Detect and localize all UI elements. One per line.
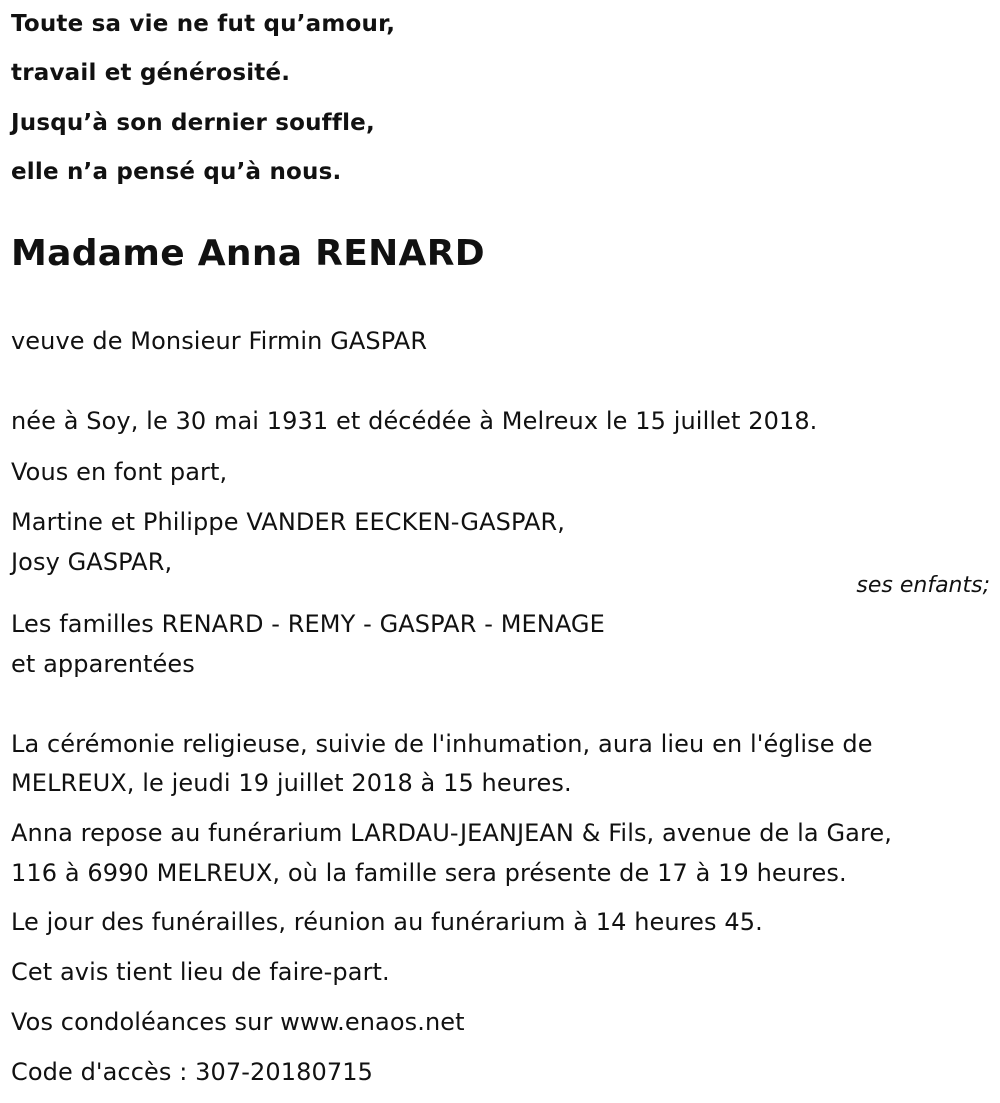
- families-line-1: Les familles RENARD - REMY - GASPAR - MENAGE: [11, 610, 605, 638]
- funerarium-line-2: 116 à 6990 MELREUX, où la famille sera présente de 17 à 19 heures.: [11, 859, 847, 887]
- condolences-line: Vos condoléances sur www.enaos.net: [11, 1008, 465, 1036]
- poem-line-2: travail et générosité.: [11, 60, 291, 86]
- access-code-line: Code d'accès : 307-20180715: [11, 1058, 373, 1086]
- notice-line: Cet avis tient lieu de faire-part.: [11, 958, 390, 986]
- poem-line-1: Toute sa vie ne fut qu’amour,: [11, 11, 396, 37]
- spouse-line: veuve de Monsieur Firmin GASPAR: [11, 327, 428, 355]
- funerarium-line-1: Anna repose au funérarium LARDAU-JEANJEAN & Fils, avenue de la Gare,: [11, 819, 892, 847]
- deceased-name: Madame Anna RENARD: [11, 233, 485, 274]
- child-line-1: Martine et Philippe VANDER EECKEN-GASPAR,: [11, 508, 566, 536]
- poem-line-4: elle n’a pensé qu’à nous.: [11, 159, 342, 185]
- announcement-intro: Vous en font part,: [11, 458, 228, 486]
- children-role: ses enfants;: [856, 573, 990, 598]
- meeting-line: Le jour des funérailles, réunion au funérarium à 14 heures 45.: [11, 908, 763, 936]
- families-line-2: et apparentées: [11, 650, 195, 678]
- child-line-2: Josy GASPAR,: [11, 548, 173, 576]
- poem-line-3: Jusqu’à son dernier souffle,: [11, 110, 375, 136]
- dates-line: née à Soy, le 30 mai 1931 et décédée à Melreux le 15 juillet 2018.: [11, 407, 818, 435]
- ceremony-line-2: MELREUX, le jeudi 19 juillet 2018 à 15 heures.: [11, 769, 572, 797]
- ceremony-line-1: La cérémonie religieuse, suivie de l'inhumation, aura lieu en l'église de: [11, 730, 873, 758]
